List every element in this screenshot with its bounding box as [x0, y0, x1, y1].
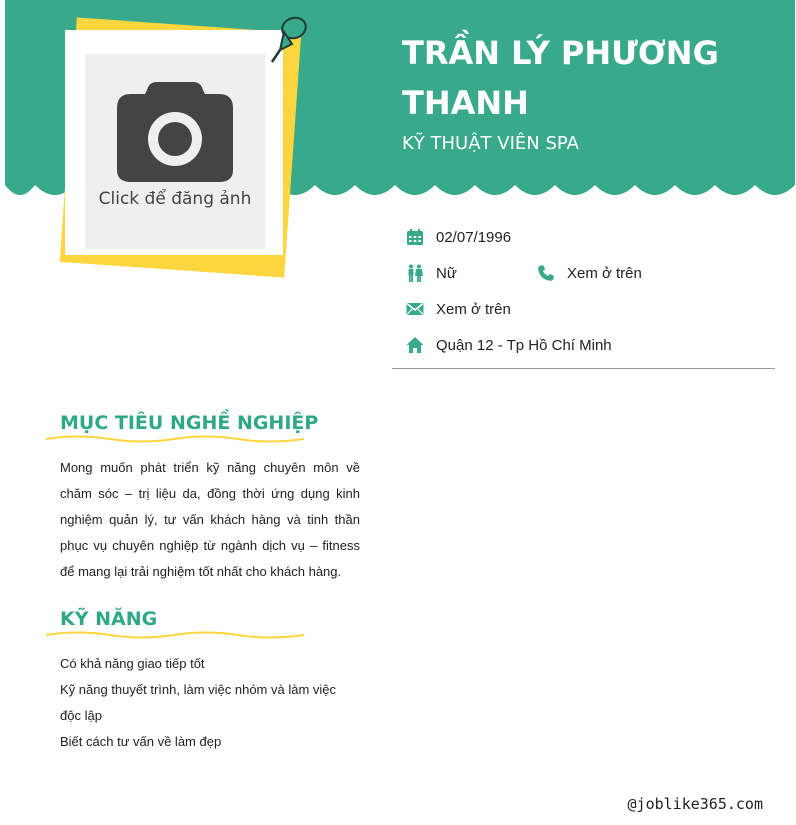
- objective-text: Mong muốn phát triển kỹ năng chuyên môn về chăm sóc – trị liệu da, đồng thời ứng dụng kinh nghiệm quản lý, tư vấn khách hàng và tinh thần phục vụ chuyên nghiệp từ ngành dịch vụ – fitness để mang lại trải nghiệm tốt nhất cho khách hàng.: [60, 460, 360, 579]
- address-row: [406, 333, 612, 357]
- phone-row: [537, 261, 642, 285]
- birthdate-value: 02/07/1996: [436, 228, 512, 246]
- birthdate-row: [406, 225, 511, 249]
- email-row: [406, 297, 511, 321]
- skill-item: Có khả năng giao tiếp tốt: [60, 656, 205, 671]
- heading-underline: [46, 434, 304, 444]
- gender-value: Nữ: [436, 264, 457, 282]
- calendar-icon: [406, 228, 424, 246]
- mail-icon: [406, 300, 424, 318]
- phone-value: Xem ở trên: [567, 264, 642, 282]
- info-divider: [392, 368, 775, 369]
- phone-icon: [537, 264, 555, 282]
- skill-item: Kỹ năng thuyết trình, làm việc nhóm và làm việc độc lập: [60, 682, 337, 723]
- candidate-name: TRẦN LÝ PHƯƠNG THANH: [402, 34, 719, 122]
- pushpin-icon: [266, 14, 310, 64]
- heading-underline: [46, 630, 304, 640]
- gender-icon: [406, 264, 424, 282]
- watermark: @joblike365.com: [627, 795, 763, 813]
- skills-heading: KỸ NĂNG: [60, 608, 158, 630]
- gender-row: [406, 261, 457, 285]
- email-value: Xem ở trên: [436, 300, 511, 318]
- skills-list: [60, 651, 360, 755]
- job-title: KỸ THUẬT VIÊN SPA: [402, 133, 579, 154]
- upload-photo-button[interactable]: [85, 54, 265, 249]
- objective-heading: MỤC TIÊU NGHỀ NGHIỆP: [60, 412, 319, 434]
- address-value: Quận 12 - Tp Hồ Chí Minh: [436, 336, 612, 354]
- avatar-frame: [48, 10, 318, 280]
- photo-label: Click để đăng ảnh: [98, 189, 252, 209]
- home-icon: [406, 336, 424, 354]
- camera-icon: [117, 82, 233, 182]
- skill-item: Biết cách tư vấn về làm đẹp: [60, 734, 222, 749]
